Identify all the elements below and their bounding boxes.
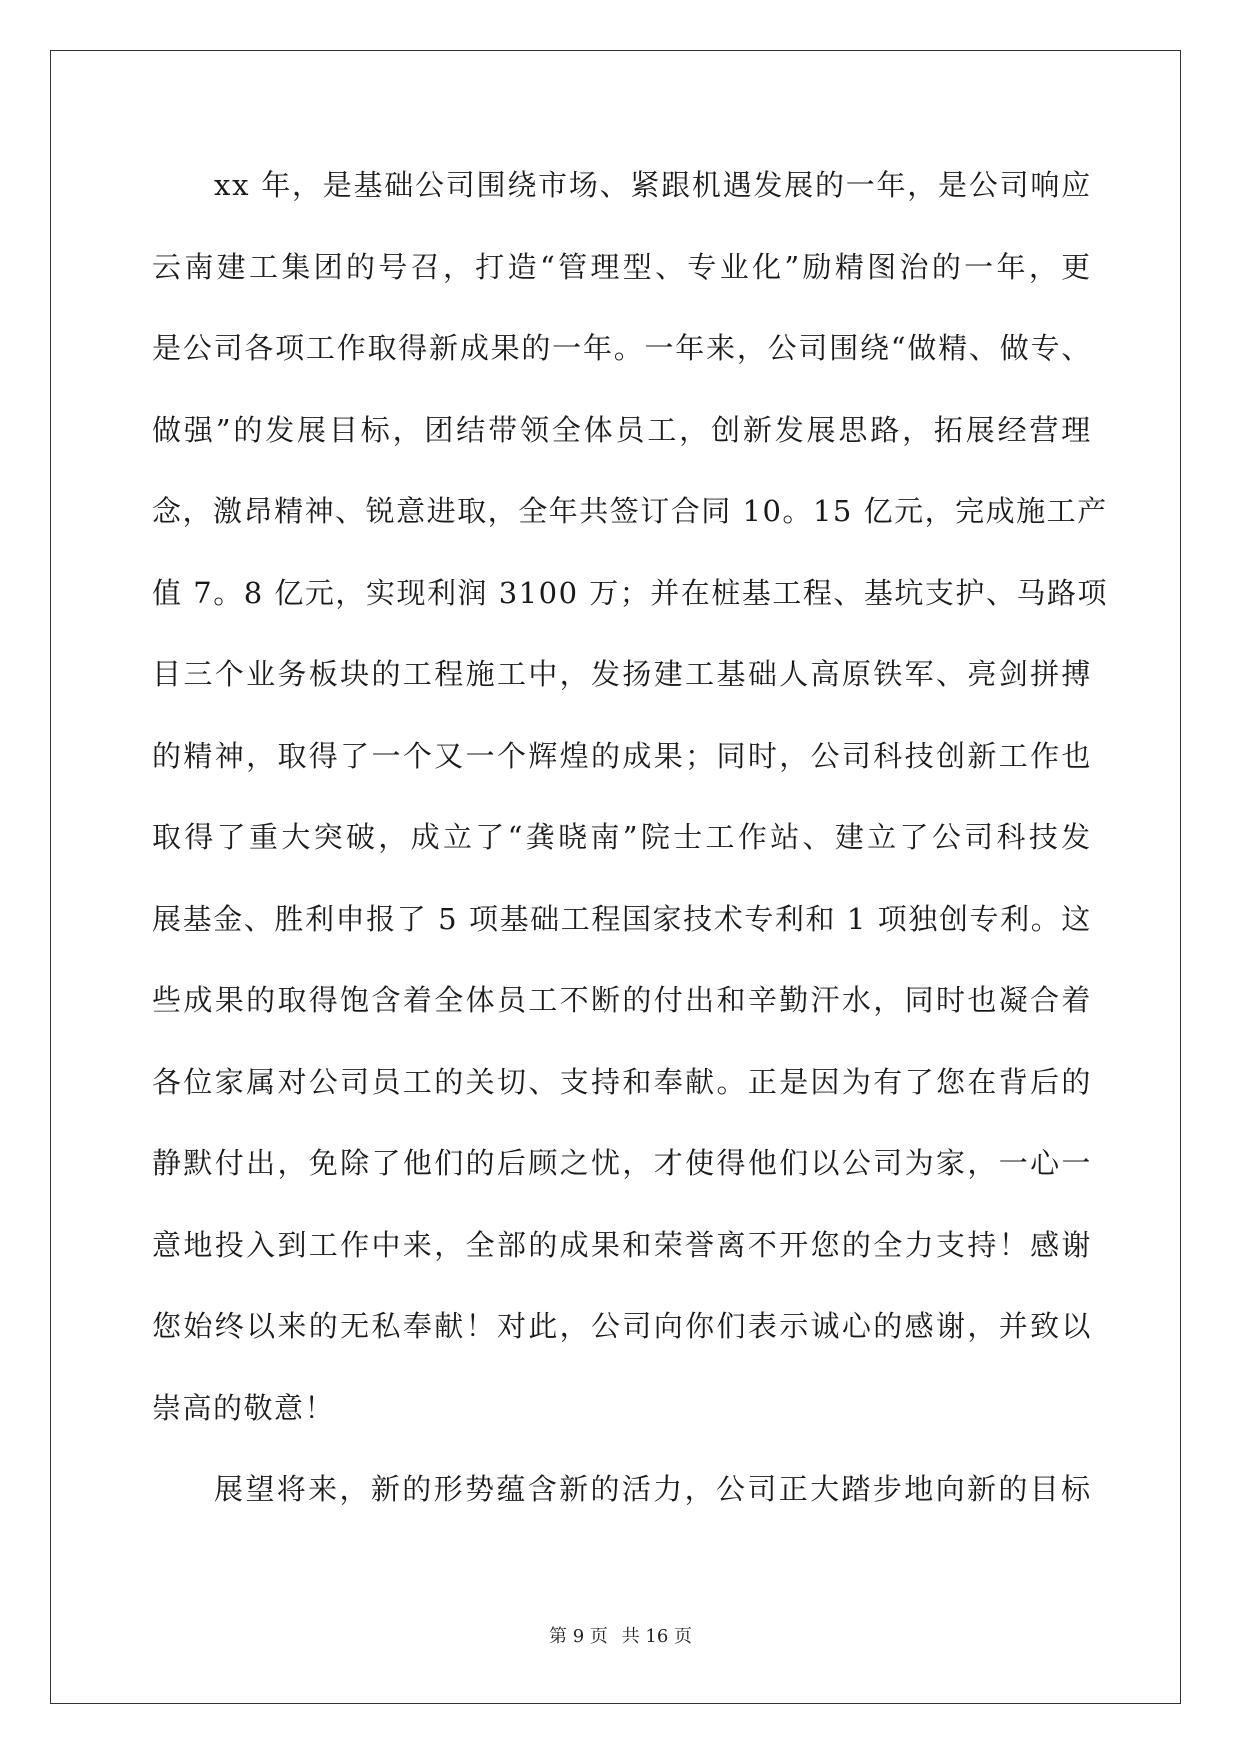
page-number: 第 9 页	[549, 1626, 608, 1647]
text-line: 取 得 了 重 大 突 破 ， 成 立 了 “ 龚 晓 南 ” 院 士 工 作 站 、 建 立 了 公 司 科 技 发	[152, 820, 1092, 854]
text-line: 展 望 将 来 ， 新 的 形 势 蕴 含 新 的 活 力 ， 公 司 正 大 踏 步 地 向 新 的 目 标	[214, 1472, 1092, 1506]
page-footer	[0, 1622, 1241, 1648]
text-line: 崇高的敬意！	[152, 1390, 336, 1425]
document-body	[152, 168, 1108, 1554]
text-line: 意 地 投 入 到 工 作 中 来 ， 全 部 的 成 果 和 荣 誉 离 不 开 您 的 全 力 支 持 ！ 感 谢	[152, 1227, 1092, 1262]
page-total: 共 16 页	[621, 1626, 692, 1647]
text-line: 是 公 司 各 项 工 作 取 得 新 成 果 的 一 年 。 一 年 来 ， 公 司 围 绕 “ 做 精 、 做 专 、	[152, 331, 1092, 365]
text-line: 静 默 付 出 ， 免 除 了 他 们 的 后 顾 之 忧 ， 才 使 得 他 们 以 公 司 为 家 ， 一 心 一	[152, 1146, 1092, 1180]
text-line: 您 始 终 以 来 的 无 私 奉 献 ！ 对 此 ， 公 司 向 你 们 表 示 诚 心 的 感 谢 ， 并 致 以	[152, 1309, 1092, 1343]
text-line: 展 基 金 、 胜 利 申 报 了 5 项 基 础 工 程 国 家 技 术 专 利 和 1 项 独 创 专 利 。 这	[152, 901, 1092, 936]
text-line: 云 南 建 工 集 团 的 号 召 ， 打 造 “ 管 理 型 、 专 业 化 ” 励 精 图 治 的 一 年 ， 更	[152, 249, 1092, 284]
text-line: 念 ， 激 昂 精 神 、 锐 意 进 取 ， 全 年 共 签 订 合 同 1 0 。 1 5 亿 元 ， 完 成 施 工 产	[152, 494, 1108, 528]
text-line: 目 三 个 业 务 板 块 的 工 程 施 工 中 ， 发 扬 建 工 基 础 人 高 原 铁 军 、 亮 剑 拼 搏	[152, 657, 1092, 691]
text-line: 值 7 。 8 亿 元 ， 实 现 利 润 3 1 0 0 万 ； 并 在 桩 基 工 程 、 基 坑 支 护 、 马 路 项	[152, 575, 1108, 610]
text-line: 做 强 ” 的 发 展 目 标 ， 团 结 带 领 全 体 员 工 ， 创 新 发 展 思 路 ， 拓 展 经 营 理	[152, 412, 1092, 447]
text-line: x x 年 ， 是 基 础 公 司 围 绕 市 场 、 紧 跟 机 遇 发 展 的 一 年 ， 是 公 司 响 应	[214, 168, 1092, 202]
text-line: 些 成 果 的 取 得 饱 含 着 全 体 员 工 不 断 的 付 出 和 辛 勤 汗 水 ， 同 时 也 凝 合 着	[152, 983, 1092, 1017]
text-line: 各 位 家 属 对 公 司 员 工 的 关 切 、 支 持 和 奉 献 。 正 是 因 为 有 了 您 在 背 后 的	[152, 1064, 1092, 1099]
text-line: 的 精 神 ， 取 得 了 一 个 又 一 个 辉 煌 的 成 果 ； 同 时 ， 公 司 科 技 创 新 工 作 也	[152, 738, 1092, 773]
